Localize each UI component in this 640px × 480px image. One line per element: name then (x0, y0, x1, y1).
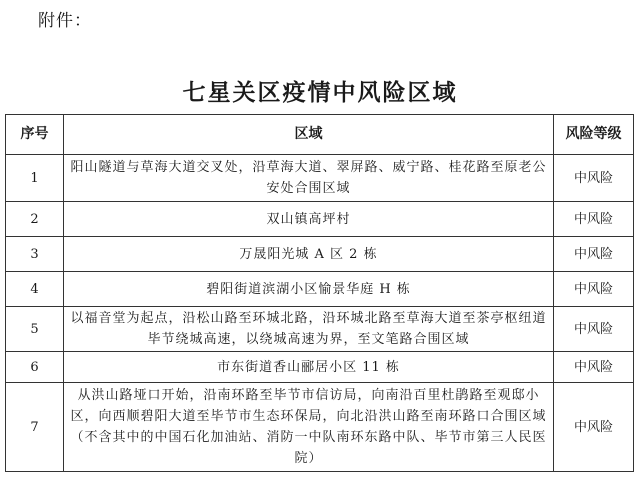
row-no: 3 (6, 237, 64, 272)
attachment-label: 附件： (38, 11, 92, 31)
row-no: 2 (6, 202, 64, 237)
risk-area-table (5, 114, 634, 472)
row-area: 双山镇高坪村 (64, 202, 554, 237)
row-level: 中风险 (554, 272, 634, 307)
row-no: 4 (6, 272, 64, 307)
table-row (6, 155, 634, 202)
row-area: 阳山隧道与草海大道交叉处，沿草海大道、翠屏路、威宁路、桂花路至原老公安处合围区域 (64, 155, 554, 202)
row-area: 以福音堂为起点，沿松山路至环城北路，沿环城北路至草海大道至茶亭枢纽道毕节绕城高速，以绕城高速为界，至文笔路合围区域 (64, 307, 554, 352)
row-no: 1 (6, 155, 64, 202)
row-level: 中风险 (554, 237, 634, 272)
table-row (6, 202, 634, 237)
row-level: 中风险 (554, 307, 634, 352)
page-title: 七星关区疫情中风险区域 (182, 79, 458, 106)
table-row (6, 307, 634, 352)
header-no: 序号 (6, 115, 64, 155)
row-area: 碧阳街道滨湖小区愉景华庭 H 栋 (64, 272, 554, 307)
row-level: 中风险 (554, 155, 634, 202)
row-area: 市东街道香山郦居小区 11 栋 (64, 352, 554, 383)
row-no: 5 (6, 307, 64, 352)
table-row (6, 383, 634, 472)
row-level: 中风险 (554, 383, 634, 472)
row-area: 从洪山路垭口开始，沿南环路至毕节市信访局，向南沿百里杜鹃路至观邸小区，向西顺碧阳大道至毕节市生态环保局，向北沿洪山路至南环路口合围区域（不含其中的中国石化加油站、消防一中队南环东路中队、毕节市第三人民医院） (64, 383, 554, 472)
table-row (6, 272, 634, 307)
row-area: 万晟阳光城 A 区 2 栋 (64, 237, 554, 272)
header-area: 区域 (64, 115, 554, 155)
row-no: 7 (6, 383, 64, 472)
table-header-row (6, 115, 634, 155)
table-row (6, 352, 634, 383)
row-level: 中风险 (554, 352, 634, 383)
row-no: 6 (6, 352, 64, 383)
table-row (6, 237, 634, 272)
header-level: 风险等级 (554, 115, 634, 155)
row-level: 中风险 (554, 202, 634, 237)
